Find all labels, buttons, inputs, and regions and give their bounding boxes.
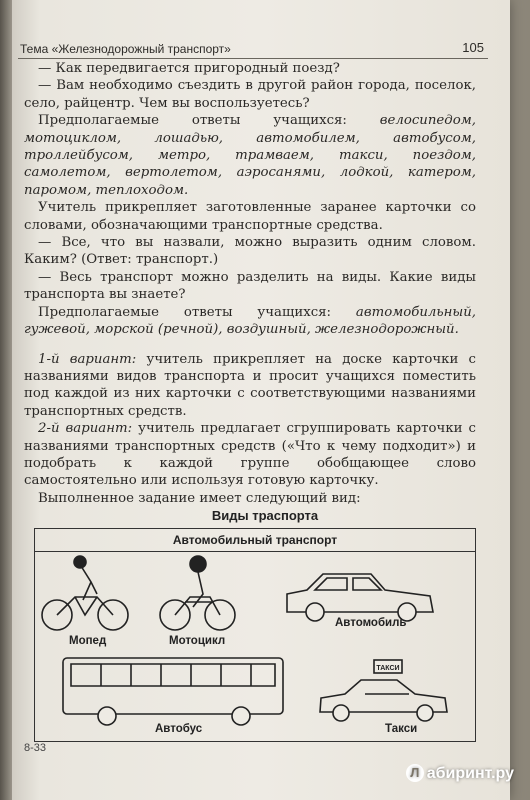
watermark: [406, 764, 514, 783]
answers-italic: автомобильный, гужевой, морской (речной), воздушный, железнодорожный.: [24, 304, 476, 338]
label-motorcycle: Мотоцикл: [169, 635, 226, 647]
page-number: 105: [462, 40, 484, 55]
label-moped: Мопед: [69, 635, 107, 647]
paragraph: Выполненное задание имеет следующий вид:: [38, 490, 361, 506]
label-taxi: Такси: [385, 723, 418, 735]
paragraph: [24, 304, 476, 339]
answers-intro: Предполагаемые ответы учащихся:: [38, 113, 347, 129]
bus-illustration: [63, 658, 283, 725]
paragraph: — Все, что вы назвали, можно выразить одним словом. Каким? (Ответ: транспорт.): [24, 235, 476, 268]
variant-label: 2-й вариант:: [38, 421, 133, 437]
label-bus: Автобус: [155, 723, 203, 735]
page-body: [24, 60, 476, 507]
label-car: Автомобиль: [335, 617, 407, 629]
variant-text: учитель прикрепляет на доске карточки с названиями видов транспорта и просит учащихся поместить под каждой из них карточки с соответствующими названиями транспортных средств.: [24, 351, 476, 419]
paragraph: Учитель прикрепляет заготовленные заранее карточки со словами, обозначающими транспортные средства.: [24, 200, 476, 233]
answers-intro: Предполагаемые ответы учащихся:: [38, 304, 332, 320]
printer-signature: 8-33: [24, 742, 47, 754]
variant-label: 1-й вариант:: [38, 351, 137, 367]
watermark-text: абиринт.ру: [426, 765, 514, 782]
answers-italic: велосипедом, мотоциклом, лошадью, автомобилем, автобусом, троллейбусом, метро, трамваем, такси, поездом, самолетом, вертолетом, аэросанями, лодкой, катером, паромом, теплоходом.: [24, 113, 476, 198]
paragraph: [24, 351, 476, 421]
header-title: Тема «Железнодорожный транспорт»: [20, 42, 231, 56]
paragraph: [24, 112, 476, 199]
taxi-sign-text: ТАКСИ: [376, 665, 400, 672]
variant-text: учитель предлагает сгруппировать карточки с названиями транспортных средств («Что к чему подходит») и подобрать к каждой группе обобщающее слово самостоятельно или используя готовую карточку.: [24, 421, 476, 489]
car-illustration: [287, 574, 433, 621]
paragraph: — Вам необходимо съездить в другой район города, поселок, село, райцентр. Чем вы воспользуетесь?: [24, 78, 476, 111]
moped-illustration: [42, 556, 128, 630]
transport-figure: [34, 528, 476, 742]
figure-section-header: Автомобильный транспорт: [35, 529, 475, 552]
paragraph: — Как передвигается пригородный поезд?: [38, 61, 340, 76]
motorcycle-illustration: [160, 556, 235, 630]
book-spine-edge: [0, 0, 12, 800]
watermark-logo: Л: [406, 764, 424, 782]
paragraph: — Весь транспорт можно разделить на виды. Какие виды транспорта вы знаете?: [24, 269, 476, 303]
running-header: [18, 40, 488, 59]
paragraph: [24, 420, 476, 490]
figure-title: Виды траспорта: [211, 508, 319, 523]
